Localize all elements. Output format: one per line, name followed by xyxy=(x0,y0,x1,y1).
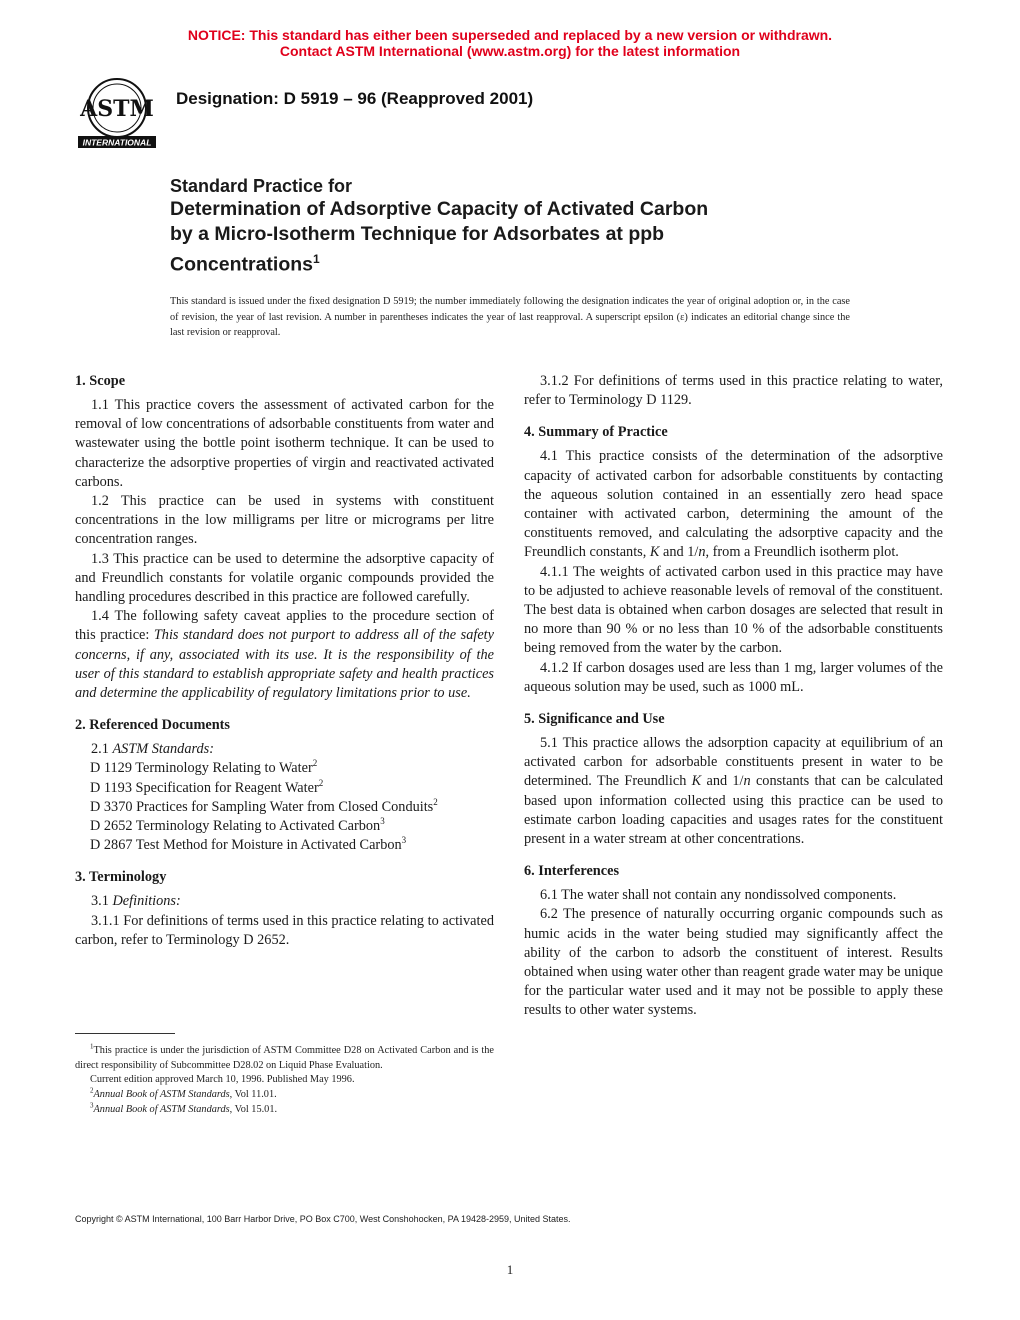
reference-footnote-mark: 3 xyxy=(401,835,407,846)
footnote-1-text: This practice is under the jurisdiction of ASTM Committee D28 on Activated Carbon and is the direct responsibility of Subcommittee D28.02 on Liquid Phase Evaluation. xyxy=(75,1045,494,1071)
footnotes xyxy=(75,1044,494,1118)
reference-text: D 1129 Terminology Relating to Water xyxy=(90,760,313,777)
definitions-label: Definitions: xyxy=(112,893,181,910)
reference-text: D 2652 Terminology Relating to Activated Carbon xyxy=(90,818,381,835)
footnote-rule xyxy=(75,1033,175,1034)
reference-d1129 xyxy=(75,759,494,778)
para-3-1-1: 3.1.1 For definitions of terms used in this practice relating to activated carbon, refer to Terminology D 2652. xyxy=(75,912,494,948)
page-number: 1 xyxy=(506,1262,514,1277)
reference-footnote-mark: 2 xyxy=(433,797,438,808)
para-4-1-a: 4.1 This practice consists of the determination of the adsorptive capacity of activated carbon for adsorbable constituents by contacting the aqueous solution contained in an essentially zero head space container with activated carbon, determining the amount of the constituents removed, and calculating the adsorptive capacity and the Freundlich constants, xyxy=(524,448,943,561)
title-line-1: Determination of Adsorptive Capacity of Activated Carbon xyxy=(170,198,709,220)
para-4-1-2: 4.1.2 If carbon dosages used are less than 1 mg, larger volumes of the aqueous solution may be used, such as 1000 mL. xyxy=(524,659,943,695)
footnote-2-volume: , Vol 11.01. xyxy=(229,1089,277,1101)
section-2-heading: 2. Referenced Documents xyxy=(75,717,230,734)
para-6-1: 6.1 The water shall not contain any nondissolved components. xyxy=(540,887,897,904)
para-5-1 xyxy=(524,734,943,849)
footnote-3-mark: 3 xyxy=(90,1101,94,1110)
title-line-3 xyxy=(170,247,870,278)
reference-footnote-mark: 2 xyxy=(312,758,318,769)
footnote-2-mark: 2 xyxy=(90,1086,94,1095)
para-5-1-a: 5.1 This practice allows the adsorption capacity at equilibrium of an activated carbon for adsorbable constituents present in water to be determined. The Freundlich xyxy=(524,735,943,790)
footnote-2-book: Annual Book of ASTM Standards xyxy=(93,1089,230,1101)
section-4-heading: 4. Summary of Practice xyxy=(524,424,668,441)
footnote-3-volume: , Vol 15.01. xyxy=(229,1103,278,1115)
para-2-1 xyxy=(75,740,494,759)
footnote-2 xyxy=(75,1088,494,1103)
svg-text:ASTM: ASTM xyxy=(80,96,154,122)
supersession-notice xyxy=(0,27,1020,59)
reference-d2867 xyxy=(75,836,494,855)
para-2-1-num: 2.1 xyxy=(91,741,113,758)
para-4-1-1: 4.1.1 The weights of activated carbon used in this practice may have to be adjusted to achieve reasonable levels of removal of the constituent. The best data is obtained when carbon dosages are selected that result in no more than 90 % or no less than 10 % of the adsorbable constituents being removed from the water by the carbon. xyxy=(524,563,943,657)
para-5-1-c: constants that can be calculated based upon information collected using this practice can be used to estimate carbon loading capacities and usages rates for the constituent present in a water stream at other concentrations. xyxy=(524,773,943,848)
freundlich-n: n xyxy=(698,544,706,561)
section-1-heading: 1. Scope xyxy=(75,373,126,389)
para-1-2: 1.2 This practice can be used in systems with constituent concentrations in the low milligrams per litre or micrograms per litre concentration ranges. xyxy=(75,493,494,548)
svg-text:INTERNATIONAL: INTERNATIONAL xyxy=(82,137,152,148)
designation: Designation: D 5919 – 96 (Reapproved 2001) xyxy=(176,89,534,108)
astm-logo xyxy=(74,76,160,152)
para-4-1-c: , from a Freundlich isotherm plot. xyxy=(705,544,899,561)
left-column xyxy=(75,372,494,950)
freundlich-n: n xyxy=(743,773,751,790)
footnote-1 xyxy=(75,1044,494,1073)
para-5-1-b: and 1/ xyxy=(701,773,744,790)
para-1-3: 1.3 This practice can be used to determine the adsorptive capacity of and Freundlich constants for volatile organic compounds provided the handling procedures described in this practice are followed carefully. xyxy=(75,550,494,606)
astm-standards-label: ASTM Standards: xyxy=(112,741,214,758)
footnote-1-mark: 1 xyxy=(90,1042,94,1051)
reference-d2652 xyxy=(75,817,494,836)
freundlich-k: K xyxy=(649,544,660,561)
section-5-heading: 5. Significance and Use xyxy=(524,711,665,728)
title-line-3-text: Concentrations xyxy=(170,253,314,276)
footnote-3-book: Annual Book of ASTM Standards xyxy=(93,1103,230,1115)
title-line-2: by a Micro-Isotherm Technique for Adsorbates at ppb xyxy=(170,223,665,245)
reference-text: D 1193 Specification for Reagent Water xyxy=(90,779,319,796)
safety-caveat: This standard does not purport to address all of the safety concerns, if any, associated with its use. It is the responsibility of the user of this standard to establish appropriate safety and health practices and determine the applicability of regulatory limitations prior to use. xyxy=(75,627,494,702)
section-3-heading: 3. Terminology xyxy=(75,869,167,886)
para-1-1: 1.1 This practice covers the assessment of activated carbon for the removal of low concentrations of adsorbable constituents from water and wastewater using the bottle point isotherm technique. It can be used to characterize the adsorptive properties of virgin and reactivated activated carbons. xyxy=(75,397,494,490)
para-4-1 xyxy=(524,447,943,562)
footnote-3 xyxy=(75,1103,494,1118)
footnote-1-approval: Current edition approved March 10, 1996. Published May 1996. xyxy=(90,1074,355,1086)
reference-footnote-mark: 3 xyxy=(380,816,385,827)
copyright-line: Copyright © ASTM International, 100 Barr Harbor Drive, PO Box C700, West Conshohocken, PA 19428-2959, United States. xyxy=(75,1214,571,1224)
issue-note: This standard is issued under the fixed designation D 5919; the number immediately following the designation indicates the year of original adoption or, in the case of revision, the year of last revision. A number in parentheses indicates the year of last reapproval. A superscript epsilon (ε) indicates an editorial change since the last revision or reapproval. xyxy=(170,296,850,338)
document-title xyxy=(170,175,870,278)
section-6-heading: 6. Interferences xyxy=(524,863,620,880)
reference-text: D 3370 Practices for Sampling Water from Closed Conduits xyxy=(90,798,434,815)
reference-d1193 xyxy=(75,779,494,798)
para-3-1-num: 3.1 xyxy=(91,893,113,910)
reference-footnote-mark: 2 xyxy=(318,777,324,788)
para-3-1 xyxy=(75,892,494,911)
title-footnote-mark: 1 xyxy=(313,252,320,266)
para-4-1-b: and 1/ xyxy=(659,544,699,561)
notice-line-1: NOTICE: This standard has either been superseded and replaced by a new version or withdrawn. xyxy=(187,27,833,43)
notice-line-2: Contact ASTM International (www.astm.org) for the latest information xyxy=(279,43,741,59)
reference-d3370 xyxy=(75,798,494,817)
reference-text: D 2867 Test Method for Moisture in Activated Carbon xyxy=(90,837,402,854)
right-column xyxy=(524,372,943,1021)
para-1-4-lead: 1.4 The following safety caveat applies to the procedure section of this practice: xyxy=(75,608,494,644)
para-3-1-2: 3.1.2 For definitions of terms used in this practice relating to water, refer to Terminology D 1129. xyxy=(524,373,943,409)
freundlich-k: K xyxy=(691,773,702,790)
para-6-2: 6.2 The presence of naturally occurring organic compounds such as humic acids in the water being studied may significantly affect the ability of the carbon to adsorb the constituent of interest. Results obtained when using water other than reagent grade water may be unique for the particular water used and it may not be possible to apply these results to other water systems. xyxy=(524,906,943,1019)
title-prefix: Standard Practice for xyxy=(170,176,353,196)
para-1-4 xyxy=(75,607,494,703)
